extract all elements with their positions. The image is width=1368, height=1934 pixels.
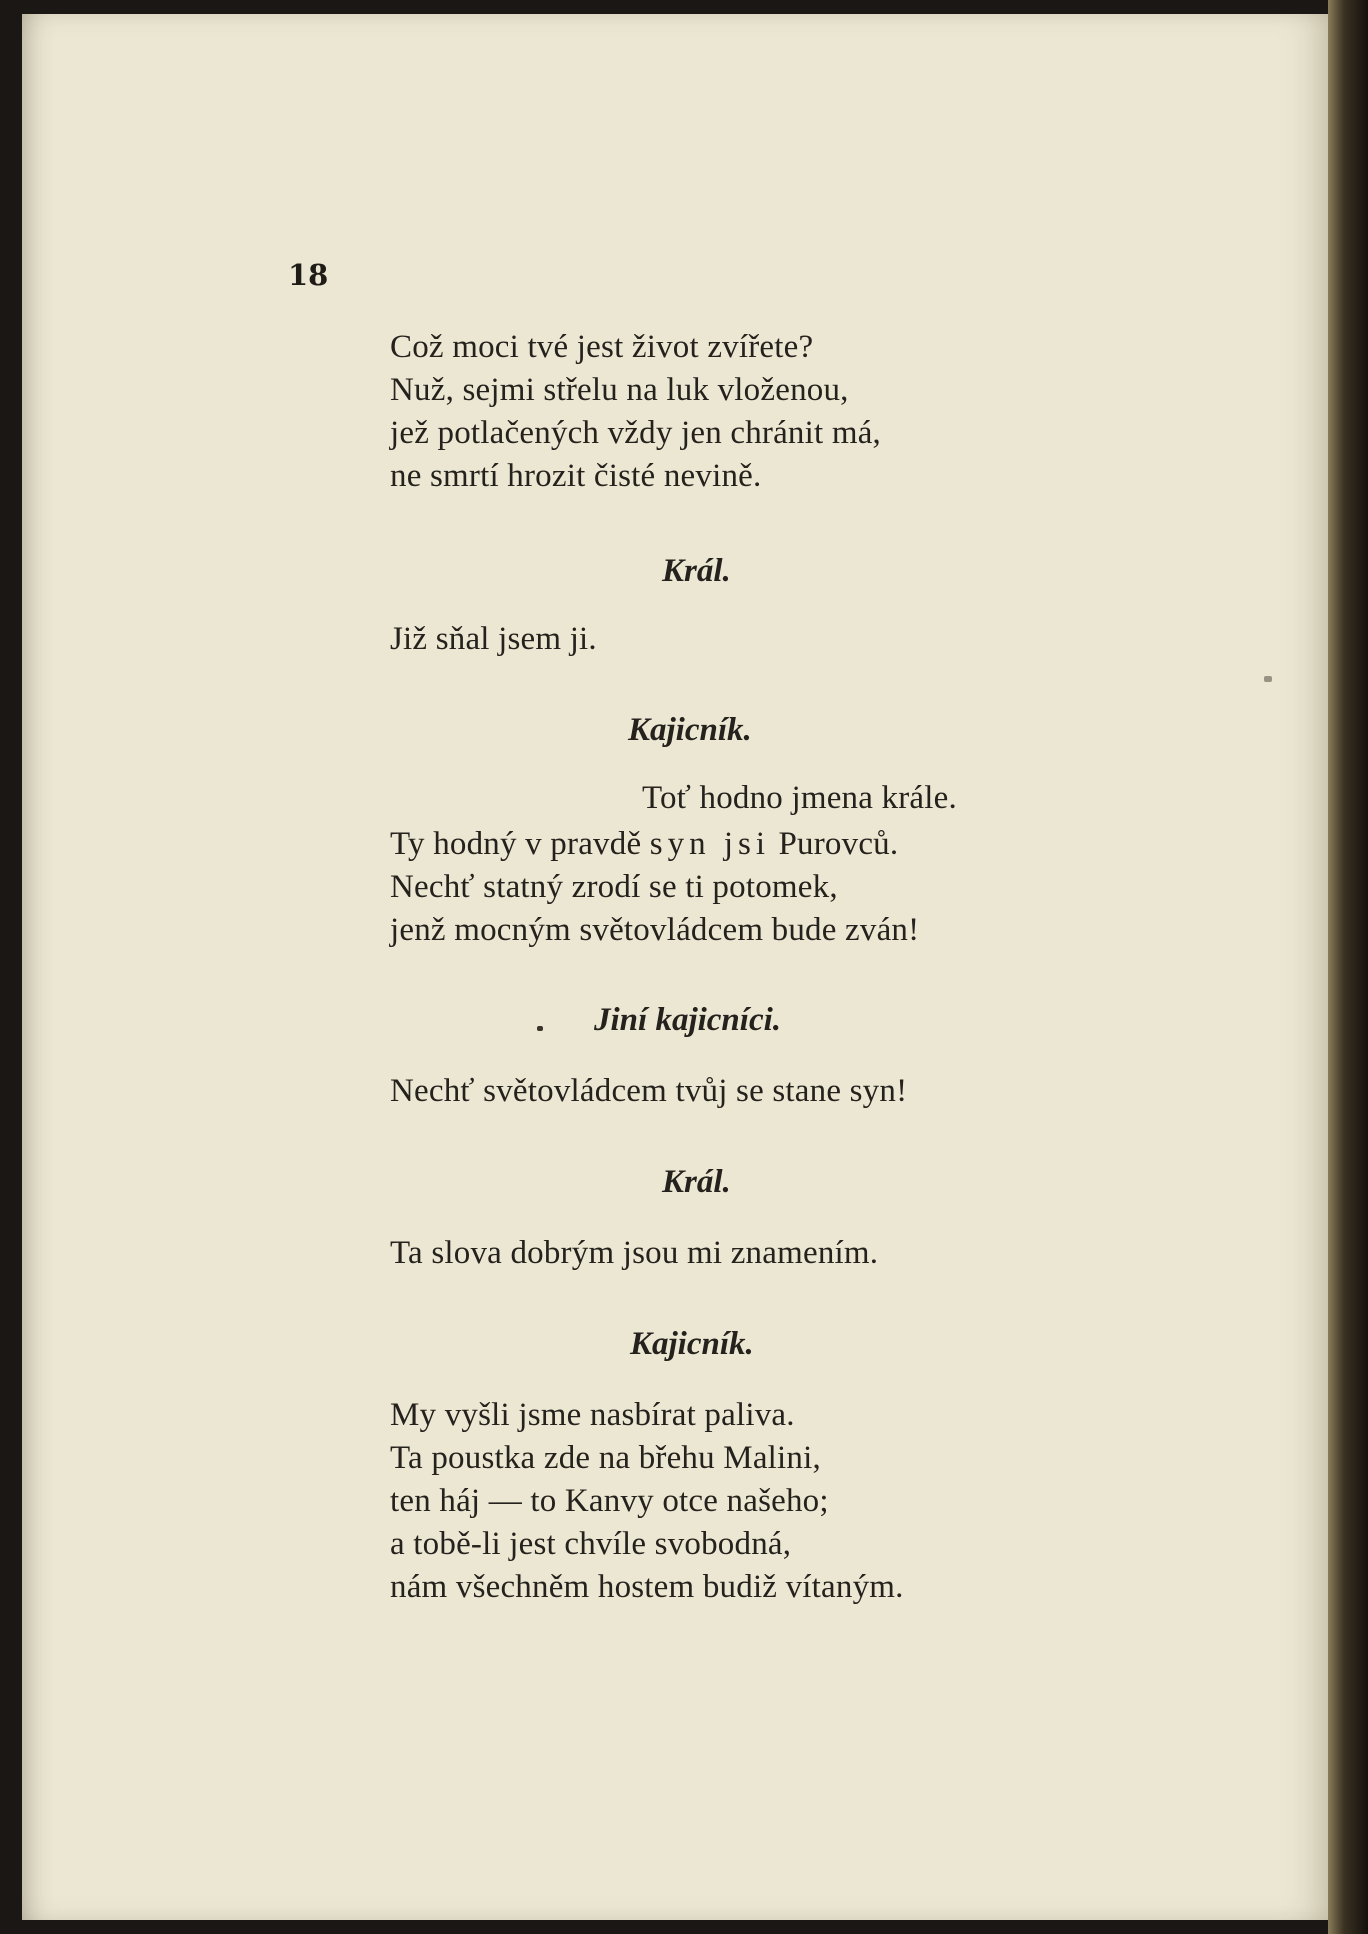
speaker-name: Kajicník. (630, 1326, 754, 1362)
speaker-name: Král. (662, 553, 731, 589)
verse-block-4 (390, 1070, 907, 1113)
page-number: 18 (288, 258, 329, 292)
speaker-name: Jiní kajicníci. (594, 1002, 782, 1038)
book-page (22, 14, 1334, 1920)
verse-line (390, 823, 919, 866)
verse-line: nám všechněm hostem budiž vítaným. (390, 1569, 904, 1605)
speaker-name: Král. (662, 1164, 731, 1200)
verse-line: Ta slova dobrým jsou mi znamením. (390, 1235, 879, 1271)
verse-fragment-spaced: syn jsi (649, 826, 771, 862)
verse-line: ten háj — to Kanvy otce našeho; (390, 1483, 829, 1519)
verse-line: Nechť statný zrodí se ti potomek, (390, 869, 838, 905)
verse-block-5 (390, 1232, 878, 1275)
print-speck (537, 1026, 543, 1031)
verse-line-indented: Toť hodno jmena krále. (642, 780, 957, 816)
verse-block-6 (390, 1394, 904, 1609)
verse-line: a tobě-li jest chvíle svobodná, (390, 1526, 792, 1562)
verse-line: Nechť světovládcem tvůj se stane syn! (390, 1073, 908, 1109)
verse-line: ne smrtí hrozit čisté nevině. (390, 458, 762, 494)
verse-fragment: Purovců. (770, 826, 899, 862)
speaker-name: Kajicník. (628, 712, 752, 748)
verse-fragment: Ty hodný v pravdě (390, 826, 650, 862)
verse-line: Ta poustka zde na břehu Malini, (390, 1440, 821, 1476)
verse-block-2 (390, 618, 597, 661)
verse-line: jež potlačených vždy jen chránit má, (390, 415, 881, 451)
verse-block-1 (390, 326, 881, 498)
book-spine (1328, 0, 1368, 1934)
verse-line: Což moci tvé jest život zvířete? (390, 329, 814, 365)
verse-line: Nuž, sejmi střelu na luk vloženou, (390, 372, 849, 408)
verse-line: Již sňal jsem ji. (390, 621, 597, 657)
verse-line: jenž mocným světovládcem bude zván! (390, 912, 920, 948)
print-speck (1264, 676, 1272, 682)
verse-block-3 (390, 823, 919, 952)
verse-line: My vyšli jsme nasbírat paliva. (390, 1397, 795, 1433)
